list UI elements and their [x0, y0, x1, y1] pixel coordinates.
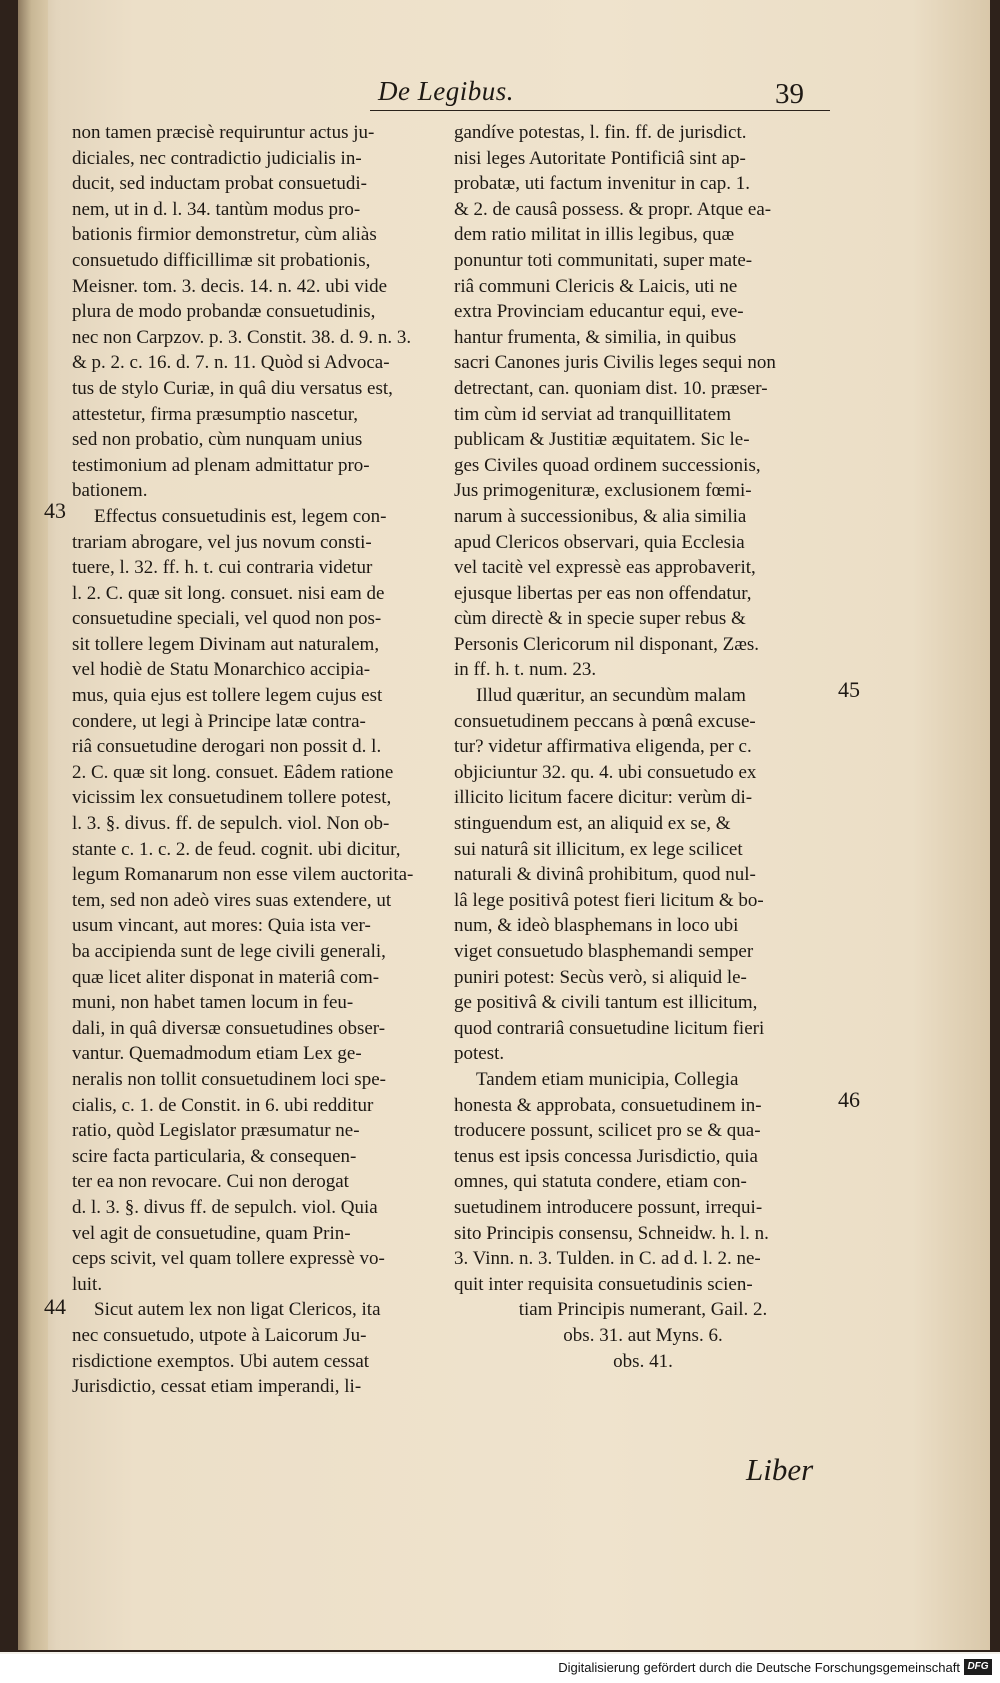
text-line: cialis, c. 1. de Constit. in 6. ubi redditur: [72, 1094, 374, 1116]
text-line: probatæ, uti factum invenitur in cap. 1.: [454, 173, 751, 195]
left-text-column: [72, 120, 444, 1400]
text-line: suetudinem introducere possunt, irrequi-: [454, 1196, 763, 1218]
text-line: sacri Canones juris Civilis leges sequi non: [454, 352, 776, 374]
page-number: 39: [775, 78, 804, 110]
text-line: testimonium ad plenam admittatur pro-: [72, 454, 370, 476]
text-line: vicissim lex consuetudinem tollere potest,: [72, 787, 392, 809]
text-line: Effectus consuetudinis est, legem con-: [94, 505, 387, 527]
text-line: hantur frumenta, & similia, in quibus: [454, 326, 737, 348]
text-line: num, & ideò blasphemans in loco ubi: [454, 915, 739, 937]
book-page: [18, 0, 990, 1650]
text-line: ter ea non revocare. Cui non derogat: [72, 1171, 349, 1193]
text-line: quit inter requisita consuetudinis scien-: [454, 1273, 753, 1295]
header-rule: [370, 110, 830, 111]
text-line: scire facta particularia, & consequen-: [72, 1145, 357, 1167]
text-line: objiciuntur 32. qu. 4. ubi consuetudo ex: [454, 761, 757, 783]
text-line: muni, non habet tamen locum in feu-: [72, 992, 354, 1014]
text-line: apud Clericos observari, quia Ecclesia: [454, 531, 745, 553]
text-line: sed non probatio, cùm nunquam unius: [72, 429, 363, 451]
text-line: quod contrariâ consuetudine licitum fieri: [454, 1017, 765, 1039]
text-line: lâ lege positivâ potest fieri licitum & bo-: [454, 889, 764, 911]
text-line: l. 3. §. divus. ff. de sepulch. viol. Non ob-: [72, 813, 390, 835]
text-line: vel hodiè de Statu Monarchico accipia-: [72, 659, 371, 681]
margin-number-45: 45: [838, 677, 860, 702]
text-line: d. l. 3. §. divus ff. de sepulch. viol. Quia: [72, 1196, 378, 1218]
text-line: Jus primogenituræ, exclusionem fœmi-: [454, 480, 752, 502]
text-line: riâ communi Clericis & Laicis, uti ne: [454, 275, 738, 297]
text-line: vel agit de consuetudine, quam Prin-: [72, 1222, 351, 1244]
text-line: ceps scivit, vel quam tollere expressè vo-: [72, 1248, 385, 1270]
text-line: tim cùm id serviat ad tranquillitatem: [454, 403, 732, 425]
text-line: ratio, quòd Legislator præsumatur ne-: [72, 1120, 360, 1142]
text-line: narum à successionibus, & alia similia: [454, 505, 747, 527]
text-line: nec non Carpzov. p. 3. Constit. 38. d. 9. n. 3.: [72, 326, 412, 348]
text-line: Personis Clericorum nil disponant, Zæs.: [454, 633, 760, 655]
text-line: diciales, nec contradictio judicialis in-: [72, 147, 362, 169]
text-line: obs. 41.: [613, 1350, 673, 1372]
text-line: Meisner. tom. 3. decis. 14. n. 42. ubi vide: [72, 275, 388, 297]
text-line: non tamen præcisè requiruntur actus ju-: [72, 122, 375, 143]
dfg-logo: DFG: [964, 1659, 992, 1675]
text-line: condere, ut legi à Principe latæ contra-: [72, 710, 366, 732]
text-line: Illud quæritur, an secundùm malam: [476, 685, 746, 707]
text-line: 3. Vinn. n. 3. Tulden. in C. ad d. l. 2. ne-: [454, 1248, 761, 1270]
text-line: sui naturâ sit illicitum, ex lege scilicet: [454, 838, 743, 860]
text-line: & p. 2. c. 16. d. 7. n. 11. Quòd si Advoca-: [72, 352, 390, 374]
text-line: consuetudinem peccans à pœnâ excuse-: [454, 710, 756, 732]
text-line: luit.: [72, 1273, 103, 1295]
text-line: tuere, l. 32. ff. h. t. cui contraria videtur: [72, 557, 373, 579]
text-line: omnes, qui statuta condere, etiam con-: [454, 1171, 747, 1193]
text-line: trariam abrogare, vel jus novum consti-: [72, 531, 372, 553]
text-line: puniri potest: Secùs verò, si aliquid le-: [454, 966, 747, 988]
text-line: Jurisdictio, cessat etiam imperandi, li-: [72, 1376, 362, 1398]
text-line: troducere possunt, scilicet pro se & qua-: [454, 1120, 761, 1142]
catchword: Liber: [746, 1452, 814, 1487]
text-line: naturali & divinâ prohibitum, quod nul-: [454, 864, 756, 886]
text-line: bationem.: [72, 480, 148, 502]
footer-bar: [0, 1654, 1000, 1683]
text-line: dem ratio militat in illis legibus, quæ: [454, 224, 735, 246]
text-line: tem, sed non adeò vires suas extendere, ut: [72, 889, 392, 911]
margin-number-43: 43: [44, 498, 66, 523]
text-line: extra Provinciam educantur equi, eve-: [454, 301, 744, 323]
text-line: publicam & Justitiæ æquitatem. Sic le-: [454, 429, 750, 451]
text-line: l. 2. C. quæ sit long. consuet. nisi eam de: [72, 582, 385, 604]
text-line: ge positivâ & civili tantum est illicitum,: [454, 992, 758, 1014]
text-line: ges Civiles quoad ordinem successionis,: [454, 454, 761, 476]
text-line: tus de stylo Curiæ, in quâ diu versatus est,: [72, 377, 393, 399]
text-line: consuetudine speciali, vel quod non pos-: [72, 608, 382, 630]
text-line: dali, in quâ diversæ consuetudines obser-: [72, 1017, 386, 1039]
text-line: obs. 31. aut Myns. 6.: [563, 1324, 723, 1346]
text-line: stinguendum est, an aliquid ex se, &: [454, 813, 731, 835]
text-line: nec consuetudo, utpote à Laicorum Ju-: [72, 1324, 367, 1346]
text-line: ejusque libertas per eas non offendatur,: [454, 582, 752, 604]
running-title: De Legibus.: [378, 76, 514, 106]
text-line: nem, ut in d. l. 34. tantùm modus pro-: [72, 198, 361, 220]
text-line: consuetudo difficillimæ sit probationis,: [72, 249, 371, 271]
text-line: attestetur, firma præsumptio nascetur,: [72, 403, 359, 425]
text-line: ducit, sed inductam probat consuetudi-: [72, 173, 367, 195]
text-line: ba accipienda sunt de lege civili generali,: [72, 941, 386, 962]
text-line: tenus est ipsis concessa Jurisdictio, quia: [454, 1145, 758, 1167]
text-line: legum Romanarum non esse vilem auctorita-: [72, 864, 414, 886]
text-line: tur? videtur affirmativa eligenda, per c.: [454, 736, 752, 758]
text-line: detrectant, can. quoniam dist. 10. præser-: [454, 377, 768, 399]
text-line: usum vincant, aut mores: Quia ista ver-: [72, 915, 371, 937]
text-line: sito Principis consensu, Schneidw. h. l. n.: [454, 1222, 769, 1244]
text-line: illicito licitum facere dicitur: verùm di-: [454, 787, 753, 809]
text-line: ponuntur toti communitati, super mate-: [454, 249, 753, 271]
text-line: cùm directè & in specie super rebus &: [454, 608, 746, 630]
text-line: Tandem etiam municipia, Collegia: [476, 1068, 739, 1090]
text-line: quæ licet aliter disponat in materiâ com-: [72, 966, 380, 988]
text-line: tiam Principis numerant, Gail. 2.: [518, 1299, 768, 1321]
footer-credit: Digitalisierung gefördert durch die Deutsche Forschungsgemeinschaft: [558, 1660, 960, 1675]
text-line: nisi leges Autoritate Pontificiâ sint ap-: [454, 147, 746, 169]
text-line: riâ consuetudine derogari non possit d. l.: [72, 736, 382, 758]
text-line: sit tollere legem Divinam aut naturalem,: [72, 633, 380, 655]
text-line: & 2. de causâ possess. & propr. Atque ea-: [454, 198, 772, 220]
previous-page-edge: [18, 0, 48, 1650]
text-line: stante c. 1. c. 2. de feud. cognit. ubi dicitur,: [72, 838, 401, 860]
text-line: Sicut autem lex non ligat Clericos, ita: [94, 1299, 381, 1321]
text-line: vantur. Quemadmodum etiam Lex ge-: [72, 1043, 362, 1065]
text-line: mus, quia ejus est tollere legem cujus est: [72, 685, 383, 707]
text-line: in ff. h. t. num. 23.: [454, 659, 597, 681]
text-line: honesta & approbata, consuetudinem in-: [454, 1094, 762, 1116]
text-line: bationis firmior demonstretur, cùm aliàs: [72, 224, 377, 246]
text-line: potest.: [454, 1043, 505, 1065]
margin-number-46: 46: [838, 1087, 860, 1112]
text-line: gandíve potestas, l. fin. ff. de jurisdict.: [454, 122, 747, 143]
text-line: plura de modo probandæ consuetudinis,: [72, 301, 376, 323]
margin-number-44: 44: [44, 1294, 66, 1319]
right-text-column: [454, 120, 832, 1374]
text-line: risdictione exemptos. Ubi autem cessat: [72, 1350, 370, 1372]
text-line: 2. C. quæ sit long. consuet. Eâdem ratione: [72, 761, 394, 783]
text-line: neralis non tollit consuetudinem loci spe-: [72, 1068, 386, 1090]
text-line: vel tacitè vel expressè eas approbaverit,: [454, 557, 756, 579]
text-line: viget consuetudo blasphemandi semper: [454, 941, 754, 962]
